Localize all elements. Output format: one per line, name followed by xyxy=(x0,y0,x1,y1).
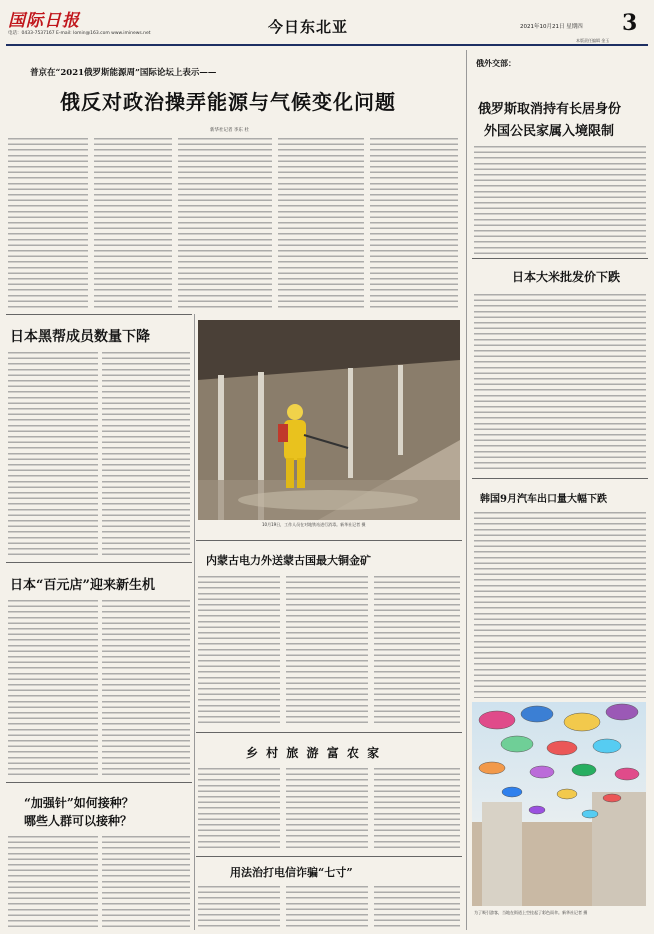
lead-byline: 新华社记者 李东 杜 xyxy=(210,128,249,133)
divider xyxy=(472,478,648,479)
umbrella-illustration xyxy=(472,702,646,906)
divider xyxy=(6,562,192,563)
lead-body-col4 xyxy=(278,138,364,308)
divider xyxy=(196,732,462,733)
divider xyxy=(472,258,648,259)
lead-body-col5 xyxy=(370,138,458,308)
rice-body xyxy=(474,294,646,470)
subway-photo xyxy=(198,320,460,520)
tourism-body-2 xyxy=(286,768,368,852)
column-divider-left xyxy=(194,314,195,930)
lead-headline: 俄反对政治操弄能源与气候变化问题 xyxy=(60,90,396,114)
booster-body-1 xyxy=(8,836,98,928)
dept-store-body-1 xyxy=(8,600,98,776)
yakuza-body-2 xyxy=(102,352,190,558)
lead-body-col1 xyxy=(8,138,88,308)
yakuza-body-1 xyxy=(8,352,98,558)
booster-headline-2: 哪些人群可以接种？ xyxy=(24,814,133,828)
right-headline-2: 外国公民家属入境限制 xyxy=(484,124,615,139)
fraud-headline: 用法治打电信诈骗“七寸” xyxy=(230,866,353,879)
fraud-body-2 xyxy=(286,886,368,928)
fraud-body-3 xyxy=(374,886,460,928)
newspaper-logo: 国际日报 xyxy=(8,11,80,31)
copper-headline: 内蒙古电力外送蒙古国最大铜金矿 xyxy=(206,554,371,567)
umbrella-photo xyxy=(472,702,646,906)
right-headline-1: 俄罗斯取消持有长居身份 xyxy=(478,102,622,117)
divider xyxy=(196,540,462,541)
divider xyxy=(6,314,192,315)
copper-body-2 xyxy=(286,576,368,726)
tourism-headline: 乡 村 旅 游 富 农 家 xyxy=(246,746,382,760)
contact-info: 电话：0433-7537167 E-mail: lomin@163.com www.iminews.net xyxy=(8,31,151,36)
copper-body-3 xyxy=(374,576,460,726)
lead-kicker: 普京在“2021俄罗斯能源周”国际论坛上表示—— xyxy=(30,68,217,78)
umbrella-photo-caption: 为了吸引游客，当地在街道上空挂起了彩色雨伞。新华社记者 摄 xyxy=(474,910,588,915)
subway-disinfection-illustration xyxy=(198,320,460,520)
booster-body-2 xyxy=(102,836,190,928)
tourism-body-3 xyxy=(374,768,460,852)
yakuza-headline: 日本黑帮成员数量下降 xyxy=(10,329,150,345)
divider xyxy=(6,782,192,783)
dept-store-headline: 日本“百元店”迎来新生机 xyxy=(10,578,155,593)
booster-headline-1: “加强针”如何接种？ xyxy=(24,796,134,810)
editor-credit: 本版责任编辑 金玉 xyxy=(576,38,610,43)
fraud-body-1 xyxy=(198,886,280,928)
tourism-body-1 xyxy=(198,768,280,852)
korea-auto-body xyxy=(474,512,646,698)
section-title: 今日东北亚 xyxy=(268,18,349,36)
subway-photo-caption: 10月19日，工作人员在对地铁站进行消毒。新华社记者 摄 xyxy=(262,522,366,527)
lead-body-col3 xyxy=(178,138,272,308)
lead-body-col2 xyxy=(94,138,172,308)
rice-headline: 日本大米批发价下跌 xyxy=(512,270,621,284)
page-number: 3 xyxy=(622,10,638,36)
dept-store-body-2 xyxy=(102,600,190,776)
korea-auto-headline: 韩国9月汽车出口量大幅下跌 xyxy=(480,494,607,505)
right-kicker: 俄外交部： xyxy=(476,58,516,68)
column-divider-right xyxy=(466,50,467,930)
divider xyxy=(196,856,462,857)
issue-date: 2021年10月21日 星期四 xyxy=(520,24,583,30)
copper-body-1 xyxy=(198,576,280,726)
right-body-1 xyxy=(474,146,646,256)
masthead-rule xyxy=(6,44,648,46)
